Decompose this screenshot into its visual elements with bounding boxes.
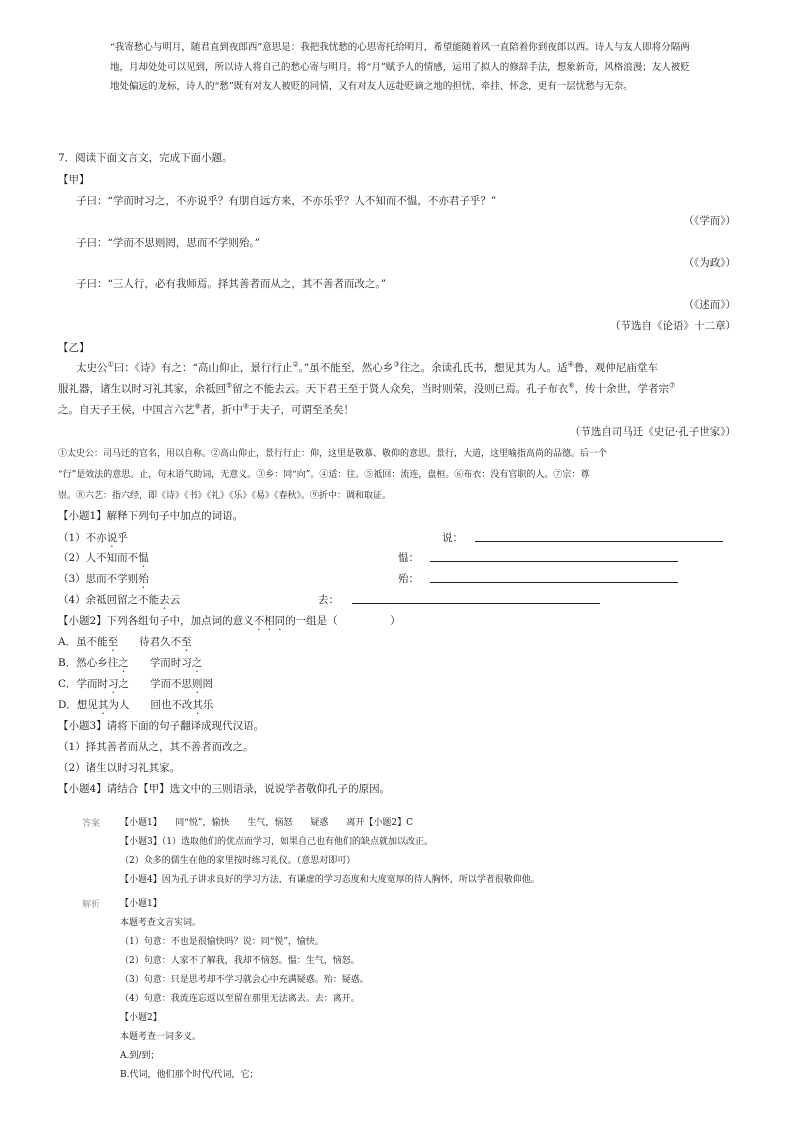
answer-blank-1[interactable] bbox=[475, 541, 723, 542]
sub2-title: 【小题2】下列各组句子中，加点词的意义不相同的一组是（ ） bbox=[58, 615, 401, 627]
answer-blank-3[interactable] bbox=[430, 582, 678, 583]
analysis-line-8: 本题考查一词多义。 bbox=[120, 1032, 202, 1042]
analysis-line-6: （4）句意：我流连忘返以至留在那里无法离去。去：离开。 bbox=[120, 994, 360, 1004]
yi-source: （节选自司马迁《史记·孔子世家》） bbox=[569, 426, 736, 438]
sub3-title: 【小题3】请将下面的句子翻译成现代汉语。 bbox=[58, 720, 265, 732]
analysis-label: 解析 bbox=[82, 900, 101, 910]
jia-source-1: （《学而》） bbox=[683, 215, 736, 227]
sub4-title: 【小题4】请结合【甲】选文中的三则语录，说说学者敬仰孔子的原因。 bbox=[58, 783, 391, 795]
sub2-option-d[interactable]: D．想见其为人 回也不改其乐 bbox=[58, 699, 214, 711]
answer-line-2: 【小题3】（1）选取他们的优点而学习，如果自己也有他们的缺点就加以改正。 bbox=[120, 837, 433, 847]
analysis-line-10: B.代词，他们那个时代/代词，它； bbox=[120, 1070, 259, 1080]
answer-line-4: 【小题4】因为孔子讲求良好的学习方法，有谦虚的学习态度和大度宽厚的待人胸怀，所以学者很敬仰他。 bbox=[120, 875, 540, 885]
note-line-1: ①太史公：司马迁的官名，用以自称。②高山仰止，景行行止：仰，这里是敬慕、敬仰的意思。景行，大道，这里喻指高尚的品德。后一个 bbox=[58, 449, 608, 459]
sub2-option-c[interactable]: C．学而时习之 学而不思则罔 bbox=[58, 678, 214, 690]
sub1-label-2: 愠： bbox=[398, 552, 419, 564]
question-title: 7．阅读下面文言文，完成下面小题。 bbox=[58, 152, 233, 164]
analysis-line-2: 本题考查文言实词。 bbox=[120, 918, 202, 928]
analysis-line-4: （2）句意：人家不了解我，我却不恼怒。愠：生气，恼怒。 bbox=[120, 956, 360, 966]
sub1-title: 【小题1】解释下列句子中加点的词语。 bbox=[58, 510, 244, 522]
sub2-option-a[interactable]: A．虽不能至 待君久不至 bbox=[58, 636, 192, 648]
sub1-label-3: 殆： bbox=[398, 573, 419, 585]
sub2-option-b[interactable]: B．然心乡往之 学而时习之 bbox=[58, 657, 203, 669]
sub1-item-3: （3）思而不学则殆 bbox=[58, 573, 149, 585]
section-yi-label: 【乙】 bbox=[58, 342, 90, 354]
yi-line-3: 之。自天子王侯，中国言六艺⑧者，折中⑨于夫子，可谓至圣矣！ bbox=[58, 402, 355, 416]
jia-quote-2: 子曰：“学而不思则罔，思而不学则殆。” bbox=[76, 237, 260, 249]
sub1-label-1: 说： bbox=[442, 532, 463, 544]
section-jia-label: 【甲】 bbox=[58, 174, 90, 186]
jia-source-overall: （节选自《论语》十二章） bbox=[610, 320, 736, 332]
yi-line-2: 服礼器，诸生以时习礼其家，余祗回⑤留之不能去云。天下君王至于贤人众矣，当时则荣，没则已焉。孔子布衣⑥，传十余世，学者宗⑦ bbox=[58, 381, 676, 395]
note-line-3: 崇。⑧六艺：指六经，即《诗》《书》《礼》《乐》《易》《春秋》。⑨折中：调和取证。 bbox=[58, 491, 392, 501]
top-note: “我寄愁心与明月，随君直到夜郎西”意思是：我把我忧愁的心思寄托给明月，希望能随着风一直陪着你到夜郎以西。诗人与友人即将分隔两地，月却处处可以见到，所以诗人将自己的愁心寄与明月。将“月”赋予人的情感，运用了拟人的修辞手法，想象新奇，风格浪漫；友人被贬地处偏远的龙标，诗人的“愁”既有对友人被贬的同情，又有对友人远赴贬谪之地的担忧、牵挂、怀念，更有一层忧愁与无奈。 bbox=[110, 42, 690, 92]
answer-blank-4[interactable] bbox=[352, 603, 600, 604]
sub3-item-2: （2）诸生以时习礼其家。 bbox=[58, 762, 181, 774]
jia-source-3: （《述而》） bbox=[683, 299, 736, 311]
analysis-line-9: A.到/到； bbox=[120, 1051, 160, 1061]
analysis-line-3: （1）句意：不也是很愉快吗？说：同“悦”，愉快。 bbox=[120, 937, 324, 947]
sub1-item-2: （2）人不知而不愠 bbox=[58, 552, 149, 564]
jia-source-2: （《为政》） bbox=[683, 257, 736, 269]
sub3-item-1: （1）择其善者而从之，其不善者而改之。 bbox=[58, 741, 254, 753]
yi-line-1: 太史公①曰：《诗》有之：“高山仰止，景行行止②。”虽不能至，然心乡③往之。余读孔氏书，想见其为人。适④鲁，观仲尼庙堂车 bbox=[76, 360, 658, 374]
sub1-label-4: 去： bbox=[318, 594, 339, 606]
sub1-item-1: （1）不亦说乎 bbox=[58, 532, 128, 544]
jia-quote-3: 子曰：“三人行，必有我师焉。择其善者而从之，其不善者而改之。” bbox=[76, 278, 386, 290]
answer-blank-2[interactable] bbox=[430, 561, 678, 562]
note-line-2: “行”是效法的意思。止，句末语气助词，无意义。③乡：同“向”。④适：往。⑤祗回：流连，盘桓。⑥布衣：没有官职的人。⑦宗：尊 bbox=[58, 470, 590, 480]
answer-label: 答案 bbox=[82, 819, 101, 829]
answer-line-3: （2）众多的儒生在他的家里按时练习礼仪。（意思对即可） bbox=[120, 856, 356, 866]
answer-line-1: 【小题1】 同“悦”，愉快 生气，恼怒 疑惑 离开【小题2】C bbox=[120, 818, 414, 828]
sub1-item-4: （4）余祗回留之不能去云 bbox=[58, 594, 181, 606]
jia-quote-1: 子曰：“学而时习之，不亦说乎？有朋自远方来，不亦乐乎？人不知而不愠，不亦君子乎？” bbox=[76, 195, 497, 207]
analysis-line-7: 【小题2】 bbox=[120, 1013, 162, 1023]
analysis-line-5: （3）句意：只是思考却不学习就会心中充满疑惑。殆：疑惑。 bbox=[120, 975, 369, 985]
analysis-line-1: 【小题1】 bbox=[120, 899, 162, 909]
